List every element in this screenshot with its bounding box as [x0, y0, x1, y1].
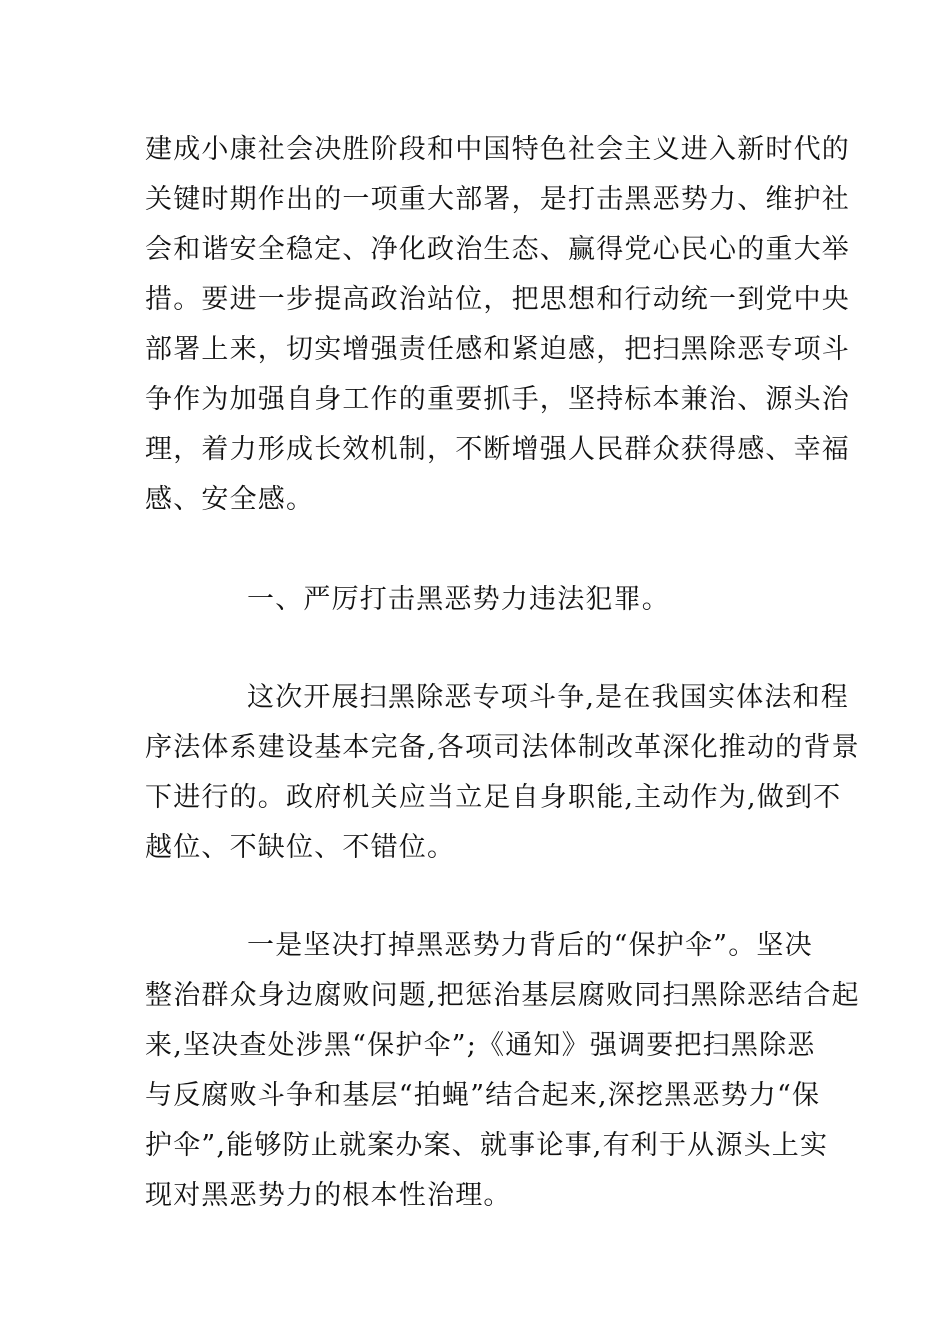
text-line: 一是坚决打掉黑恶势力背后的“保护伞”。坚决 [247, 930, 813, 961]
text-line: 建成小康社会决胜阶段和中国特色社会主义进入新时代的 [145, 134, 850, 165]
text-line: 部署上来，切实增强责任感和紧迫感，把扫黑除恶专项斗 [145, 334, 850, 365]
text-line: 措。要进一步提高政治站位，把思想和行动统一到党中央 [145, 284, 850, 315]
text-line: 整治群众身边腐败问题,把惩治基层腐败同扫黑除恶结合起 [145, 980, 860, 1011]
text-line: 现对黑恶势力的根本性治理。 [145, 1180, 512, 1211]
text-line: 这次开展扫黑除恶专项斗争,是在我国实体法和程 [247, 682, 849, 713]
text-line: 序法体系建设基本完备,各项司法体制改革深化推动的背景 [145, 732, 860, 763]
text-line: 越位、不缺位、不错位。 [145, 832, 456, 863]
text-line: 会和谐安全稳定、净化政治生态、赢得党心民心的重大举 [145, 234, 850, 265]
text-line: 关键时期作出的一项重大部署，是打击黑恶势力、维护社 [145, 184, 850, 215]
text-line: 理，着力形成长效机制，不断增强人民群众获得感、幸福 [145, 434, 850, 465]
text-line: 来,坚决查处涉黑“保护伞”;《通知》强调要把扫黑除恶 [145, 1030, 816, 1061]
text-line: 感、安全感。 [145, 484, 315, 515]
text-line: 护伞”,能够防止就案办案、就事论事,有利于从源头上实 [145, 1130, 829, 1161]
text-line: 下进行的。政府机关应当立足自身职能,主动作为,做到不 [145, 782, 842, 813]
text-line: 争作为加强自身工作的重要抓手，坚持标本兼治、源头治 [145, 384, 850, 415]
text-line: 与反腐败斗争和基层“拍蝇”结合起来,深挖黑恶势力“保 [145, 1080, 821, 1111]
heading-line: 一、严厉打击黑恶势力违法犯罪。 [247, 584, 670, 615]
